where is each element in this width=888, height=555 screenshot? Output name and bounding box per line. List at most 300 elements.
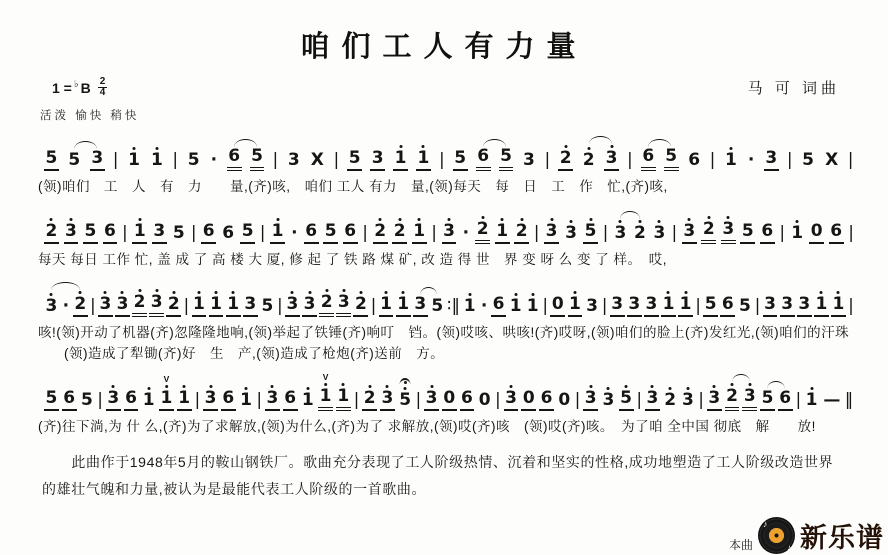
octave-dot	[564, 145, 567, 148]
note: 3	[564, 225, 579, 244]
octave-dot	[468, 293, 471, 296]
augmentation-dot: ·	[747, 150, 755, 170]
octave-dot	[385, 291, 388, 294]
octave-dot	[245, 387, 248, 390]
note: 6	[343, 223, 358, 244]
lyrics-line: (领)造成了犁锄(齐)好 生 产,(领)造成了枪炮(齐)送前 方。	[64, 346, 445, 361]
note: 5	[760, 390, 775, 411]
note: 1	[336, 388, 351, 411]
octave-dot	[342, 383, 345, 386]
note: 3	[645, 390, 660, 411]
note: 6	[124, 390, 139, 411]
barline: |	[183, 296, 190, 316]
note: 2	[558, 150, 573, 171]
octave-dot	[550, 218, 553, 221]
octave-dot	[112, 385, 115, 388]
note: 5	[703, 296, 718, 317]
barline: |	[362, 223, 369, 243]
note: V 1	[318, 388, 333, 411]
octave-dot	[638, 220, 641, 223]
note: 3	[797, 296, 812, 317]
octave-dot	[481, 216, 484, 219]
slur-arc	[420, 287, 437, 295]
note: 5	[619, 390, 634, 411]
octave-dot	[651, 385, 654, 388]
composer-credit: 马 可 词曲	[747, 80, 840, 97]
meta-row	[52, 71, 848, 105]
octave-dot	[589, 218, 592, 221]
note: 5	[261, 296, 274, 316]
octave-dot	[422, 145, 425, 148]
note: 1	[209, 296, 224, 317]
barline: |	[574, 390, 581, 410]
tempo-marking: 活泼 愉快 稍快	[40, 110, 140, 122]
note: 1	[661, 296, 676, 317]
score	[0, 131, 888, 435]
note: 2	[73, 296, 88, 317]
barline: ∶‖	[447, 296, 460, 316]
barline: |	[542, 296, 549, 316]
rest-note: 0	[478, 390, 491, 410]
octave-dot	[133, 147, 136, 150]
octave-dot	[232, 291, 235, 294]
note: 1	[396, 296, 411, 317]
barline: |	[256, 390, 263, 410]
breath-mark: V	[322, 371, 329, 382]
barline: |	[786, 150, 793, 170]
note: 3	[613, 225, 628, 244]
barline: |	[695, 296, 702, 316]
barline: |	[698, 390, 704, 410]
barline: |	[89, 296, 96, 316]
note: 3	[523, 150, 535, 170]
note: 5	[347, 150, 362, 171]
octave-dot	[748, 383, 751, 386]
barline: |	[97, 390, 103, 410]
note: 1	[141, 392, 156, 411]
note: 3	[203, 390, 218, 411]
note: 1	[790, 225, 805, 244]
note: 3	[780, 296, 795, 317]
rest-note: 0	[550, 296, 565, 317]
note: 1	[393, 150, 408, 171]
note: 3	[302, 296, 317, 317]
octave-dot	[79, 291, 82, 294]
rest-note: 0	[558, 390, 571, 410]
note: 5	[453, 150, 468, 171]
note: 3	[115, 296, 130, 317]
note: 6	[283, 390, 298, 411]
octave-dot	[727, 216, 730, 219]
key-prefix: 1 =	[52, 79, 72, 96]
note: 2	[362, 390, 377, 411]
augmentation-dot: ·	[291, 223, 298, 243]
augmentation-dot: ·	[462, 223, 470, 243]
slur-arc	[620, 211, 640, 219]
note: 1	[132, 223, 147, 244]
octave-dot	[398, 218, 401, 221]
note: 6	[103, 223, 118, 244]
barline: |	[438, 150, 445, 170]
slur-arc	[648, 139, 671, 147]
note: 1	[723, 152, 738, 171]
barline: |	[601, 296, 608, 316]
note: 3	[98, 296, 113, 317]
barline: |	[172, 150, 179, 170]
note: 1	[226, 296, 241, 317]
barline: |	[544, 150, 551, 170]
note: 6	[460, 390, 475, 411]
barline: |	[333, 150, 340, 170]
note: 1	[568, 296, 583, 317]
key-letter: B	[80, 79, 91, 96]
octave-dot	[820, 291, 823, 294]
time-signature	[98, 77, 108, 98]
note: 3	[265, 390, 280, 411]
note: 3	[442, 223, 457, 244]
octave-dot	[402, 291, 405, 294]
note: 3	[370, 150, 385, 171]
barline: |	[795, 390, 802, 410]
note: 2	[725, 388, 740, 411]
octave-dot	[209, 385, 212, 388]
note: 3	[64, 223, 79, 244]
octave-dot	[147, 387, 150, 390]
barline: |	[848, 296, 854, 316]
octave-dot	[713, 385, 716, 388]
octave-dot	[121, 291, 124, 294]
note: 3	[106, 390, 121, 411]
rest-note: 0	[442, 390, 457, 411]
note: 3	[742, 388, 757, 411]
note: 3	[682, 223, 697, 244]
slur-arc	[234, 139, 257, 147]
note: 6	[221, 390, 236, 411]
octave-dot	[50, 293, 53, 296]
note: 5	[44, 150, 59, 171]
notes-row	[0, 277, 888, 320]
slur-arc	[51, 282, 80, 290]
octave-dot	[520, 218, 523, 221]
barline: |	[277, 296, 283, 316]
octave-dot	[625, 385, 628, 388]
barline: |	[779, 223, 786, 243]
lyrics-line: (领)咱们 工 人 有 力 量,(齐)咳, 咱们 工人 有力 量,(领)每天 每 日 工 作 忙,(齐)咳,	[38, 179, 668, 194]
barline: |	[533, 223, 540, 243]
octave-dot	[379, 218, 382, 221]
note: 6	[539, 390, 554, 411]
fermata-mark	[400, 378, 411, 385]
note: 1	[127, 152, 142, 171]
barline: |	[122, 223, 128, 243]
octave-dot	[197, 291, 200, 294]
barline: |	[259, 223, 266, 243]
note: 2	[514, 223, 529, 244]
note: 5	[499, 148, 514, 171]
note: 2	[44, 223, 59, 244]
note: 5	[323, 223, 338, 244]
note: 3	[583, 390, 598, 411]
note: 6	[62, 390, 77, 411]
meter-denominator: 4	[99, 87, 106, 98]
music-system	[0, 277, 888, 362]
note: 3	[287, 150, 300, 170]
note: 1	[495, 223, 510, 244]
note: 2	[319, 294, 334, 317]
octave-dot	[138, 289, 141, 292]
note: 3	[380, 390, 395, 411]
note: 3	[413, 296, 428, 317]
lyrics-line: (齐)往下淌,为 什 么,(齐)为了求解放,(领)为什么,(齐)为了 求解放,(领)哎(齐)咳 (领)哎(齐)咳。 为了咱 全中国 彻底 解 放!	[38, 419, 816, 434]
octave-dot	[155, 147, 158, 150]
octave-dot	[587, 147, 590, 150]
key-signature	[52, 77, 107, 98]
barline: |	[353, 390, 360, 410]
note: 5	[398, 392, 413, 411]
slur-arc	[483, 139, 506, 147]
note: 3	[504, 390, 519, 411]
note: 3	[44, 298, 59, 317]
slur-arc	[74, 141, 97, 149]
publisher-watermark	[729, 516, 884, 555]
note: 2	[373, 223, 388, 244]
note: 1	[508, 298, 523, 317]
octave-dot	[514, 293, 517, 296]
barline: |	[495, 390, 501, 410]
octave-dot	[215, 291, 218, 294]
note: 6	[829, 223, 844, 244]
note: 3	[610, 296, 625, 317]
rhythm-x-note: X	[310, 150, 324, 170]
note: 5	[739, 296, 751, 316]
note: 3	[243, 296, 258, 317]
barline: ‖	[844, 390, 854, 410]
note: 3	[544, 223, 559, 244]
note: V 1	[159, 390, 174, 411]
note: 1	[239, 392, 254, 411]
rest-note: 0	[521, 390, 536, 411]
octave-dot	[342, 289, 345, 292]
note: 1	[814, 296, 829, 317]
note: 6	[688, 150, 701, 170]
note: 3	[763, 296, 778, 317]
lyrics-line: 每天 每日 工作 忙, 盖 成 了 高 楼 大 厦, 修 起 了 铁 路 煤 矿, 改 造 得 世 界 变 呀 么 变 了 样。 哎,	[38, 252, 668, 267]
vinyl-record-icon	[758, 517, 795, 554]
barline: |	[848, 223, 854, 243]
note: 2	[132, 294, 147, 317]
octave-dot	[325, 289, 328, 292]
note: 1	[300, 392, 315, 411]
note: 5	[664, 148, 679, 171]
barline: |	[190, 223, 197, 243]
note: 3	[707, 390, 722, 411]
meter-numerator: 2	[99, 76, 106, 87]
note: 6	[227, 148, 242, 171]
octave-dot	[183, 385, 186, 388]
note: 2	[581, 152, 596, 171]
note: 5	[80, 390, 93, 410]
note: 3	[586, 296, 598, 316]
slur-arc	[732, 374, 750, 382]
octave-dot	[658, 220, 661, 223]
footnote-paragraph: 此曲作于1948年5月的鞍山钢铁厂。歌曲充分表现了工人阶级热情、沉着和坚实的性格,成功地塑造了工人阶级改造世界的雄壮气魄和力量,被认为是最能代表工人阶级的一首歌曲。	[42, 454, 834, 497]
note: 6	[201, 223, 216, 244]
octave-dot	[276, 218, 279, 221]
octave-dot	[684, 291, 687, 294]
note: 3	[149, 294, 164, 317]
octave-dot	[686, 387, 689, 390]
note: 1	[177, 390, 192, 411]
note: 3	[90, 150, 105, 171]
octave-dot	[172, 291, 175, 294]
barline: |	[754, 296, 761, 316]
octave-dot	[796, 220, 799, 223]
note: 1	[416, 150, 431, 171]
octave-dot	[368, 385, 371, 388]
octave-dot	[324, 383, 327, 386]
rest-note: 0	[809, 223, 824, 244]
octave-dot	[386, 385, 389, 388]
barline: |	[194, 390, 201, 410]
note: 6	[778, 390, 793, 411]
note: 1	[831, 296, 846, 317]
octave-dot	[50, 218, 53, 221]
music-system	[0, 204, 888, 268]
held-note-dash: —	[823, 390, 841, 410]
note: 3	[627, 296, 642, 317]
barline: |	[370, 296, 377, 316]
barline: |	[671, 223, 678, 243]
octave-dot	[404, 387, 407, 390]
note: 5	[68, 150, 81, 170]
barline: |	[636, 390, 643, 410]
music-system	[0, 131, 888, 195]
note: 5	[187, 150, 200, 170]
octave-dot	[707, 216, 710, 219]
augmentation-dot: ·	[62, 296, 70, 316]
barline: |	[272, 150, 279, 170]
octave-dot	[731, 383, 734, 386]
notes-row	[0, 371, 888, 414]
octave-dot	[306, 387, 309, 390]
flat-sign: ♭	[73, 79, 79, 90]
barline: |	[709, 150, 716, 170]
note: 3	[681, 392, 696, 411]
note: 5	[44, 390, 59, 411]
note: 3	[652, 225, 667, 244]
note: 1	[525, 298, 540, 317]
octave-dot	[610, 145, 613, 148]
note: 5	[431, 296, 444, 316]
rhythm-x-note: X	[825, 150, 839, 170]
notes-row	[0, 204, 888, 247]
note: 1	[412, 223, 427, 244]
slur-arc	[767, 381, 785, 389]
note: 2	[166, 296, 181, 317]
octave-dot	[291, 291, 294, 294]
song-title: 咱们工人有力量	[300, 31, 588, 63]
octave-dot	[308, 291, 311, 294]
octave-dot	[104, 291, 107, 294]
note: 3	[601, 392, 616, 411]
note: 3	[424, 390, 439, 411]
note: 3	[644, 296, 659, 317]
note: 3	[285, 296, 300, 317]
octave-dot	[573, 291, 576, 294]
note: 6	[760, 223, 775, 244]
note: 3	[764, 150, 779, 171]
octave-dot	[501, 218, 504, 221]
note: 3	[152, 223, 167, 244]
note: 5	[583, 223, 598, 244]
note: 5	[240, 223, 255, 244]
note: 6	[476, 148, 491, 171]
barline: |	[431, 223, 437, 243]
note: 5	[802, 150, 814, 170]
octave-dot	[688, 218, 691, 221]
lyrics-line: 咳!(领)开动了机器(齐)忽隆隆地响,(领)举起了铁锤(齐)响叮 铛。(领)哎咳、哄咳!(齐)哎呀,(领)咱们的脸上(齐)发红光,(领)咱们的汗珠	[38, 325, 850, 340]
brand-logo-text: 新乐谱	[800, 523, 884, 553]
octave-dot	[570, 220, 573, 223]
note: 6	[720, 296, 735, 317]
note: 5	[740, 223, 755, 244]
augmentation-dot: ·	[480, 296, 488, 316]
note: 3	[721, 221, 736, 244]
octave-dot	[810, 387, 813, 390]
note: 1	[804, 392, 819, 411]
slur-arc	[589, 136, 612, 144]
octave-dot	[669, 387, 672, 390]
note: 6	[491, 296, 506, 317]
octave-dot	[155, 289, 158, 292]
barline: |	[627, 150, 633, 170]
note: 3	[336, 294, 351, 317]
octave-dot	[165, 385, 168, 388]
cutoff-caption: 本曲	[728, 538, 753, 552]
octave-dot	[399, 145, 402, 148]
octave-dot	[607, 387, 610, 390]
note: 1	[150, 152, 165, 171]
barline: |	[415, 390, 422, 410]
augmentation-dot: ·	[210, 150, 218, 170]
barline: |	[847, 150, 854, 170]
breath-mark: V	[163, 373, 170, 384]
note: 2	[701, 221, 716, 244]
note: 6	[304, 223, 319, 244]
note: 2	[475, 221, 490, 244]
note: 2	[392, 223, 407, 244]
octave-dot	[418, 218, 421, 221]
note: 6	[222, 223, 235, 243]
music-system	[0, 371, 888, 435]
octave-dot	[359, 291, 362, 294]
note: 1	[192, 296, 207, 317]
octave-dot	[531, 293, 534, 296]
note: 5	[250, 148, 265, 171]
octave-dot	[510, 385, 513, 388]
note: 1	[379, 296, 394, 317]
octave-dot	[729, 147, 732, 150]
octave-dot	[271, 385, 274, 388]
octave-dot	[430, 385, 433, 388]
note: 2	[632, 225, 647, 244]
octave-dot	[619, 220, 622, 223]
note: 6	[641, 148, 656, 171]
note: 2	[353, 296, 368, 317]
note: 1	[678, 296, 693, 317]
octave-dot	[69, 218, 72, 221]
barline: |	[602, 223, 609, 243]
